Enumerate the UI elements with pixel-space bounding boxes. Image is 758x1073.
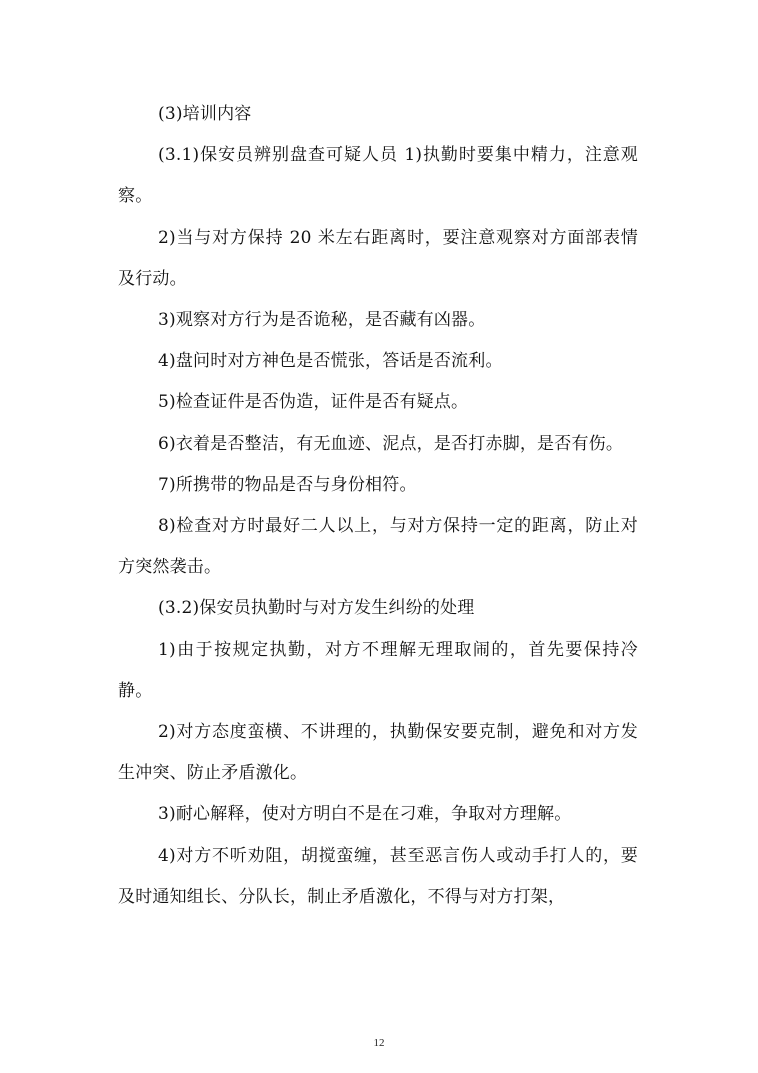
document-body (118, 94, 638, 918)
paragraph-item-7: 7)所携带的物品是否与身份相符。 (158, 474, 417, 495)
section-heading-dispute-handling: (3.2)保安员执勤时与对方发生纠纷的处理 (158, 598, 475, 619)
section-heading-training-content: (3)培训内容 (158, 104, 252, 124)
paragraph-item-4: 4)盘问时对方神色是否慌张，答话是否流利。 (158, 351, 503, 372)
paragraph-item-2: 2)当与对方保持 20 米左右距离时，要注意观察对方面部表情及行动。 (118, 227, 638, 289)
paragraph-dispute-item-2: 2)对方态度蛮横、不讲理的，执勤保安要克制，避免和对方发生冲突、防止矛盾激化。 (118, 722, 638, 784)
paragraph-item-5: 5)检查证件是否伪造，证件是否有疑点。 (158, 392, 469, 413)
paragraph-item-3: 3)观察对方行为是否诡秘，是否藏有凶器。 (158, 310, 486, 331)
paragraph-item-8: 8)检查对方时最好二人以上，与对方保持一定的距离，防止对方突然袭击。 (118, 516, 638, 578)
paragraph-dispute-item-3: 3)耐心解释，使对方明白不是在刁难，争取对方理解。 (158, 804, 572, 825)
paragraph-dispute-item-4: 4)对方不听劝阻，胡搅蛮缠，甚至恶言伤人或动手打人的，要及时通知组长、分队长，制止矛盾激化，不得与对方打架， (118, 845, 638, 907)
paragraph-dispute-item-1: 1)由于按规定执勤，对方不理解无理取闹的，首先要保持冷静。 (118, 639, 638, 701)
paragraph-3-1-item-1: (3.1)保安员辨别盘查可疑人员 1)执勤时要集中精力，注意观察。 (118, 145, 638, 207)
page-number: 12 (373, 1037, 385, 1049)
paragraph-item-6: 6)衣着是否整洁，有无血迹、泥点，是否打赤脚，是否有伤。 (158, 433, 624, 454)
